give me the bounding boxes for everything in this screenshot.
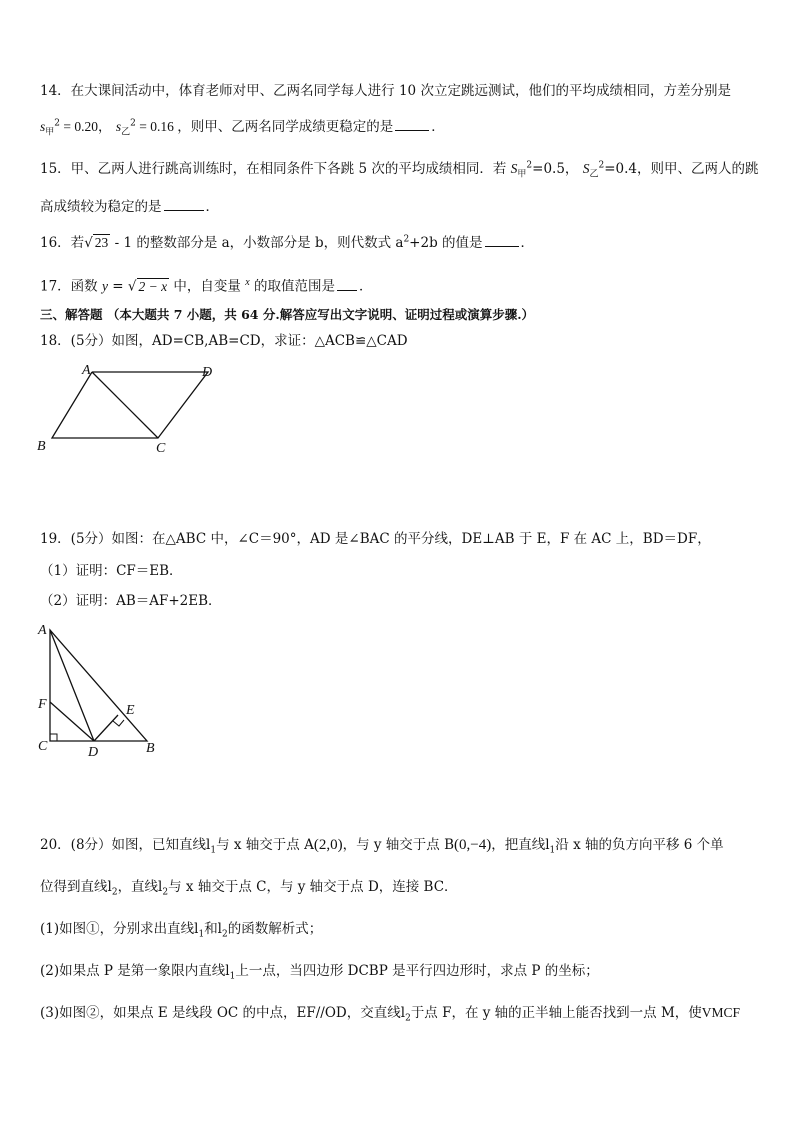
q16-end: ． <box>520 235 535 251</box>
q15-val2: =0.4，则甲、乙两人的跳 <box>604 161 759 177</box>
sub-2: 2 <box>111 887 118 898</box>
q16-text2: +2b 的值是 <box>409 235 483 251</box>
s-jia: s <box>40 119 46 134</box>
label-E: E <box>126 703 135 718</box>
S-jia: S <box>510 161 518 176</box>
q16-prefix: 16．若 <box>40 235 85 251</box>
q15-text: 15．甲、乙两人进行跳高训练时，在相同条件下各跳 5 次的平均成绩相同．若 <box>40 161 511 177</box>
q14-text: 14．在大课间活动中，体育老师对甲、乙两名同学每人进行 10 次立定跳远测试，他们的平均成绩相同，方差分别是 <box>40 83 731 99</box>
q20-part1 <box>40 920 322 938</box>
sqrt-icon: √ <box>127 278 137 295</box>
right-angle-c <box>50 734 57 741</box>
q20-text-e: 沿 x 轴的负方向平移 6 个单 <box>555 837 724 853</box>
q19-text: 19．(5分）如图：在△ABC 中，∠C＝90°，AD 是∠BAC 的平分线，DE⊥AB 于 E，F 在 AC 上，BD＝DF， <box>40 531 711 547</box>
sub-1: 1 <box>229 971 236 982</box>
q14-line1 <box>40 82 731 100</box>
label-C: C <box>38 739 48 754</box>
q15-end: ． <box>205 199 219 215</box>
section-3-heading <box>40 306 534 324</box>
q20-p3-a: (3)如图②，如果点 E 是线段 OC 的中点，EF//OD，交直线l <box>40 1005 406 1021</box>
q18-text: 18．(5分）如图，AD=CB,AB=CD，求证：△ACB≌△CAD <box>40 333 408 349</box>
q17-line <box>40 274 372 296</box>
sub-1: 1 <box>210 845 217 856</box>
s-yi: s <box>115 119 122 134</box>
q14-line2: $s_甲^2 = 0.20$， $s_乙^2 = 0.16$ ，则甲、乙两名同学成绩更稳定的是 ． <box>40 118 445 138</box>
q17-prefix: 17．函数 <box>40 278 102 295</box>
q14-end: ． <box>431 119 445 135</box>
q15-text2: 高成绩较为稳定的是 <box>40 199 162 215</box>
q16-sup: 2 <box>403 234 410 245</box>
label-C: C <box>156 441 166 456</box>
q20-text-g: ，直线l <box>117 879 163 895</box>
answer-blank[interactable] <box>164 198 204 211</box>
sub-jia: 甲 <box>45 127 55 138</box>
q20-line1 <box>40 836 724 854</box>
q19-line2 <box>40 562 183 580</box>
q20-text-d: ，把直线l <box>491 837 550 853</box>
q20-p3-c: VMCF <box>701 1005 741 1020</box>
sub-2: 2 <box>405 1013 411 1024</box>
q16-line <box>40 234 534 252</box>
q19-part1: （1）证明：CF＝EB． <box>40 563 183 579</box>
q18-line <box>40 332 408 350</box>
label-B: B <box>37 439 46 454</box>
point-b: (0,−4) <box>454 837 492 853</box>
sub-2: 2 <box>222 929 228 940</box>
diagonal-ac <box>92 372 158 438</box>
q20-p1-a: (1)如图①，分别求出直线l <box>40 921 199 937</box>
q17-eq: = <box>107 278 128 295</box>
variance-jia: = 0.20， <box>60 119 112 134</box>
label-B: B <box>146 741 155 756</box>
answer-blank[interactable] <box>395 118 429 131</box>
q17-mid: 中，自变量 <box>169 278 246 295</box>
q20-text-a: 20．(8分）如图，已知直线l <box>40 837 211 853</box>
answer-blank[interactable] <box>337 278 357 291</box>
right-angle-e <box>113 720 124 726</box>
q20-text-b: 与 x 轴交于点 A <box>216 837 314 853</box>
sub-yi: 乙 <box>589 169 599 180</box>
sqrt-icon: √ <box>84 235 93 251</box>
label-D: D <box>88 745 99 760</box>
q16-radicand: 23 <box>94 235 109 250</box>
parallelogram <box>52 372 208 438</box>
sub-yi: 乙 <box>121 127 131 138</box>
q20-text-f: 位得到直线l <box>40 879 112 895</box>
q19-part2: （2）证明：AB＝AF+2EB． <box>40 593 222 609</box>
q20-p3-b: 于点 F，在 y 轴的正半轴上能否找到一点 M，使 <box>410 1005 702 1021</box>
q15-line1: 15．甲、乙两人进行跳高训练时，在相同条件下各跳 5 次的平均成绩相同．若 $S_甲^2=0.5$， $S_乙^2=0.4$，则甲、乙两人的跳 <box>40 160 759 180</box>
q19-line1 <box>40 530 711 548</box>
q20-text-h: 与 x 轴交于点 C，与 y 轴交于点 D，连接 BC． <box>168 879 458 895</box>
q20-line2 <box>40 878 458 896</box>
q19-figure <box>34 618 174 760</box>
label-D: D <box>202 365 213 380</box>
sub-1: 1 <box>549 845 556 856</box>
q20-part3 <box>40 1004 740 1022</box>
q20-part2 <box>40 962 599 980</box>
q19-line3 <box>40 592 222 610</box>
q15-line2 <box>40 198 219 216</box>
q20-p2-a: (2)如果点 P 是第一象限内直线l <box>40 963 230 979</box>
triangle-abc <box>50 630 147 741</box>
sub-jia: 甲 <box>517 169 527 180</box>
q20-p1-b: 和l <box>204 921 223 937</box>
q20-p2-b: 上一点，当四边形 DCBP 是平行四边形时，求点 P 的坐标； <box>235 963 599 979</box>
line-ad <box>50 630 94 741</box>
q20-text-c: ，与 y 轴交于点 B <box>342 837 455 853</box>
q15-val1: =0.5， <box>532 161 579 177</box>
q17-x: x <box>245 277 250 288</box>
label-A: A <box>82 363 91 378</box>
q20-p1-c: 的函数解析式； <box>227 921 323 937</box>
answer-blank[interactable] <box>485 234 519 247</box>
q17-end: ． <box>358 278 373 295</box>
q16-text: - 1 的整数部分是 a，小数部分是 b，则代数式 a <box>110 235 404 251</box>
variance-yi: = 0.16 ，则甲、乙两名同学成绩更稳定的是 <box>135 119 394 134</box>
sub-1: 1 <box>198 929 205 940</box>
label-A: A <box>38 623 47 638</box>
q17-y: y <box>101 278 108 294</box>
label-F: F <box>38 697 47 712</box>
q18-figure <box>34 360 224 456</box>
line-de <box>94 715 118 741</box>
point-a: (2,0) <box>313 837 343 853</box>
sub-2: 2 <box>162 887 169 898</box>
S-yi: S <box>582 161 590 176</box>
q17-radicand: 2 − x <box>138 278 168 294</box>
section-3-text: 三、解答题 （本大题共 7 小题，共 64 分.解答应写出文字说明、证明过程或演算步骤.） <box>40 307 535 322</box>
q17-text: 的取值范围是 <box>249 278 335 295</box>
